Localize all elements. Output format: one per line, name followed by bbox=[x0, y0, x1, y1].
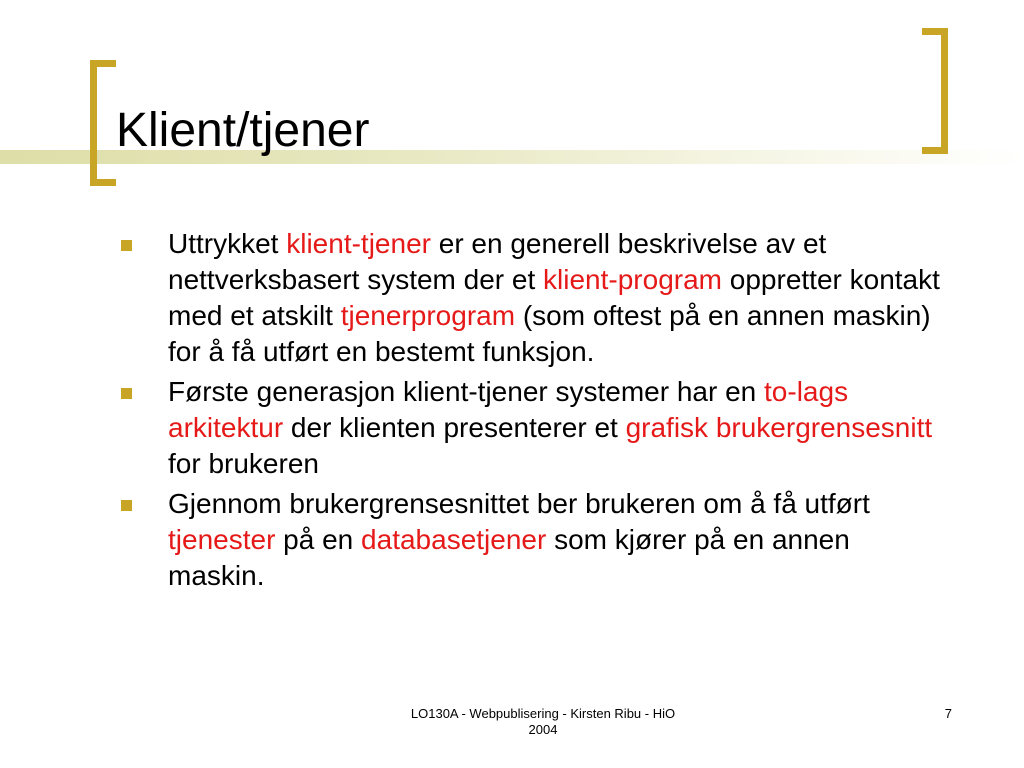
square-bullet-icon bbox=[121, 500, 132, 511]
bullet-list bbox=[116, 226, 946, 598]
text-segment: Uttrykket bbox=[168, 228, 287, 259]
highlighted-term: tjenerprogram bbox=[340, 300, 516, 331]
square-bullet-icon bbox=[121, 388, 132, 399]
square-bullet-icon bbox=[121, 240, 132, 251]
highlighted-term: databasetjener bbox=[361, 524, 547, 555]
text-segment: Gjennom brukergrensesnittet ber brukeren om å få utført bbox=[168, 488, 870, 519]
slide-title: Klient/tjener bbox=[116, 104, 370, 157]
highlighted-term: grafisk brukergrensesnitt bbox=[625, 412, 933, 443]
footer-line: LO130A - Webpublisering - Kirsten Ribu - HiO bbox=[410, 706, 676, 721]
text-segment: er en generell beskrivelse av et nettverksbasert system der et bbox=[168, 228, 827, 295]
footer-year: 2004 bbox=[528, 722, 558, 737]
left-bracket-decoration bbox=[90, 60, 116, 186]
text-segment: oppretter kontakt med et atskilt bbox=[168, 264, 940, 331]
text-segment: Første generasjon klient-tjener systemer har en bbox=[168, 376, 765, 407]
text-segment: på en bbox=[275, 524, 362, 555]
bullet-item bbox=[116, 374, 946, 482]
highlighted-term: tjenester bbox=[168, 524, 276, 555]
text-segment: (som oftest på en annen maskin) for å få utført en bestemt funksjon. bbox=[168, 300, 931, 367]
highlighted-term: klient-program bbox=[543, 264, 722, 295]
highlighted-term: klient-tjener bbox=[286, 228, 431, 259]
text-segment: som kjører på en annen maskin. bbox=[168, 524, 850, 591]
bullet-text bbox=[168, 228, 940, 367]
text-segment: der klienten presenterer et bbox=[283, 412, 626, 443]
bullet-text bbox=[168, 376, 932, 479]
highlighted-term: to-lags arkitektur bbox=[168, 376, 849, 443]
page-number: 7 bbox=[944, 706, 952, 721]
bullet-item bbox=[116, 226, 946, 370]
bullet-item bbox=[116, 486, 946, 594]
text-segment: for brukeren bbox=[168, 448, 319, 479]
bullet-text bbox=[168, 488, 870, 591]
right-bracket-decoration bbox=[922, 28, 948, 154]
footer-text bbox=[378, 706, 708, 738]
